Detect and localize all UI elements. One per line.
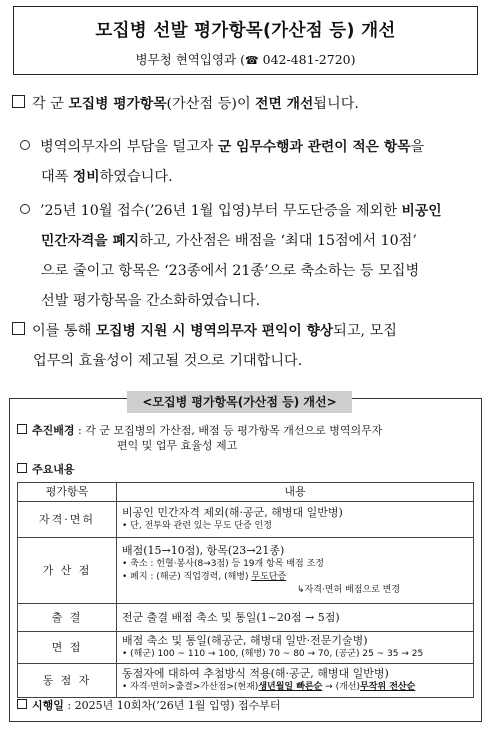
table-row [18, 664, 474, 698]
table-header-row [18, 483, 474, 502]
document-title: 모집병 선발 평가항목(가산점 등) 개선 [95, 21, 396, 41]
row-heading: 면 접 [18, 632, 117, 664]
checkbox-icon [17, 699, 27, 709]
table-row [18, 502, 474, 538]
table-row [18, 632, 474, 664]
paragraph-3: ’25년 10월 접수(’26년 1월 입영)부터 무도단증을 제외한 비공인 민간자격을 폐지하고, 가산점은 배점을 ‘최대 15점에서 10점’ 으로 줄이고 항목은 ‘23종에서 21종’으로 축소하는 등 모집병 선발 평가항목을 간소화하였습니다. [20, 196, 482, 316]
effective-date: 시행일 : 2025년 10회차(’26년 1월 입영) 접수부터 [17, 698, 281, 713]
row-heading: 자격·면허 [18, 502, 117, 538]
checkbox-icon [12, 95, 25, 108]
paragraph-1: 각 군 모집병 평가항목(가산점 등)이 전면 개선됩니다. [12, 89, 482, 119]
row-content: 전군 출결 배점 축소 및 통일(1~20점 → 5점) [117, 604, 474, 632]
checkbox-icon [12, 322, 25, 335]
row-content: 배점 축소 및 통일(해공군, 해병대 일반·전문기술병) • (해군) 100 ~ 110 → 100, (해병) 70 ~ 80 → 70, (공군) 25 ~ 35 → 25 [117, 632, 474, 664]
table-header-cell: 내용 [117, 483, 474, 502]
circle-bullet-icon [20, 140, 30, 150]
row-content: 배점(15→10점), 항목(23→21종) • 축소 : 헌혈·봉사(8→3점) 등 19개 항목 배점 조정 • 폐지 : (해군) 직업경력, (해병) 무도단증 ↳자격·면허 배점으로 변경 [117, 538, 474, 604]
evaluation-table [17, 482, 474, 698]
row-heading: 동 점 자 [18, 664, 117, 698]
table-header-cell: 평가항목 [18, 483, 117, 502]
panel-title: <모집병 평가항목(가산점 등) 개선> [127, 391, 352, 413]
row-content: 비공인 민간자격 제외(해·공군, 해병대 일반병) • 단, 전투와 관련 있는 무도 단증 인정 [117, 502, 474, 538]
checkbox-icon [17, 463, 27, 473]
row-heading: 가 산 점 [18, 538, 117, 604]
background-section: 추진배경 : 각 군 모집병의 가산점, 배점 등 평가항목 개선으로 병역의무자 편익 및 업무 효율성 제고 [17, 423, 477, 453]
checkbox-icon [17, 424, 27, 434]
table-row [18, 604, 474, 632]
paragraph-4: 이를 통해 모집병 지원 시 병역의무자 편익이 향상되고, 모집 업무의 효율성이 제고될 것으로 기대합니다. [12, 316, 482, 376]
header-box [13, 6, 478, 75]
main-content-heading: 주요내용 [17, 462, 75, 477]
row-heading: 출 결 [18, 604, 117, 632]
department-contact: 병무청 현역입영과 (☎ 042-481-2720) [135, 52, 356, 67]
phone-icon: ☎ [244, 54, 259, 67]
row-content: 동점자에 대하여 추첨방식 적용(해·공군, 해병대 일반병) • 자격·면허>출결>가산점>(현재)생년월일 빠른순 → (개선)무작위 전산순 [117, 664, 474, 698]
circle-bullet-icon [20, 204, 30, 214]
paragraph-2: 병역의무자의 부담을 덜고자 군 임무수행과 관련이 적은 항목을 대폭 정비하였습니다. [20, 132, 482, 192]
table-row [18, 538, 474, 604]
